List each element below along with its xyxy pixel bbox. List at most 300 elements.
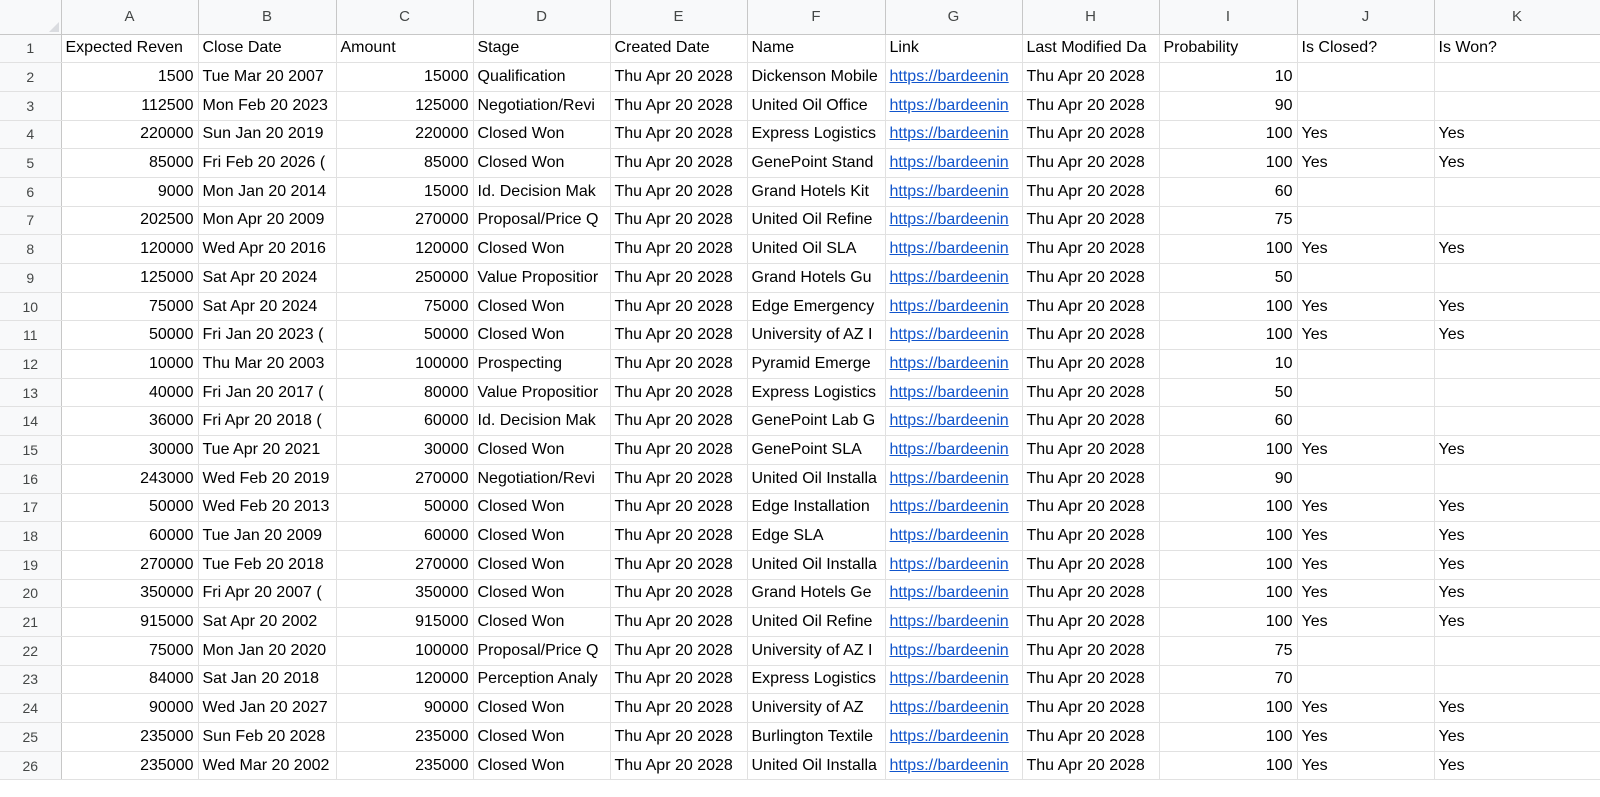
cell-f[interactable]: United Oil Installa bbox=[747, 550, 885, 579]
cell-i[interactable]: 100 bbox=[1159, 235, 1297, 264]
cell-e[interactable]: Thu Apr 20 2028 bbox=[610, 91, 747, 120]
cell-f[interactable]: United Oil Installa bbox=[747, 464, 885, 493]
link-cell[interactable]: https://bardeenin bbox=[885, 378, 1022, 407]
cell-h[interactable]: Thu Apr 20 2028 bbox=[1022, 636, 1159, 665]
cell-b[interactable]: Mon Apr 20 2009 bbox=[198, 206, 336, 235]
cell-d[interactable]: Closed Won bbox=[473, 550, 610, 579]
cell-a[interactable]: 30000 bbox=[61, 436, 198, 465]
cell-f[interactable]: United Oil Refine bbox=[747, 608, 885, 637]
cell-j[interactable] bbox=[1297, 206, 1434, 235]
cell-h[interactable]: Last Modified Da bbox=[1022, 34, 1159, 63]
cell-i[interactable]: 100 bbox=[1159, 608, 1297, 637]
cell-d[interactable]: Closed Won bbox=[473, 321, 610, 350]
cell-d[interactable]: Proposal/Price Q bbox=[473, 206, 610, 235]
cell-j[interactable]: Yes bbox=[1297, 235, 1434, 264]
cell-e[interactable]: Thu Apr 20 2028 bbox=[610, 665, 747, 694]
cell-h[interactable]: Thu Apr 20 2028 bbox=[1022, 149, 1159, 178]
column-header-b[interactable]: B bbox=[198, 0, 336, 34]
cell-a[interactable]: 350000 bbox=[61, 579, 198, 608]
cell-b[interactable]: Wed Feb 20 2019 bbox=[198, 464, 336, 493]
cell-b[interactable]: Sat Jan 20 2018 bbox=[198, 665, 336, 694]
row-header[interactable]: 24 bbox=[0, 694, 61, 723]
cell-c[interactable]: 100000 bbox=[336, 350, 473, 379]
cell-j[interactable]: Yes bbox=[1297, 120, 1434, 149]
cell-e[interactable]: Thu Apr 20 2028 bbox=[610, 407, 747, 436]
link-cell[interactable]: https://bardeenin bbox=[885, 321, 1022, 350]
row-header[interactable]: 10 bbox=[0, 292, 61, 321]
link-cell[interactable]: https://bardeenin bbox=[885, 723, 1022, 752]
cell-b[interactable]: Mon Feb 20 2023 bbox=[198, 91, 336, 120]
cell-a[interactable]: 1500 bbox=[61, 63, 198, 92]
cell-f[interactable]: United Oil Refine bbox=[747, 206, 885, 235]
cell-b[interactable]: Fri Jan 20 2023 ( bbox=[198, 321, 336, 350]
cell-b[interactable]: Tue Apr 20 2021 bbox=[198, 436, 336, 465]
cell-d[interactable]: Closed Won bbox=[473, 579, 610, 608]
cell-b[interactable]: Fri Feb 20 2026 ( bbox=[198, 149, 336, 178]
cell-j[interactable] bbox=[1297, 378, 1434, 407]
cell-c[interactable]: 270000 bbox=[336, 206, 473, 235]
cell-e[interactable]: Thu Apr 20 2028 bbox=[610, 723, 747, 752]
row-header[interactable]: 19 bbox=[0, 550, 61, 579]
cell-c[interactable]: 270000 bbox=[336, 550, 473, 579]
cell-d[interactable]: Closed Won bbox=[473, 694, 610, 723]
cell-c[interactable]: 220000 bbox=[336, 120, 473, 149]
cell-i[interactable]: 10 bbox=[1159, 63, 1297, 92]
link-cell[interactable]: https://bardeenin bbox=[885, 120, 1022, 149]
cell-c[interactable]: 50000 bbox=[336, 493, 473, 522]
cell-c[interactable]: 80000 bbox=[336, 378, 473, 407]
cell-a[interactable]: 125000 bbox=[61, 264, 198, 293]
cell-k[interactable]: Yes bbox=[1434, 120, 1600, 149]
cell-e[interactable]: Thu Apr 20 2028 bbox=[610, 694, 747, 723]
link-cell[interactable]: https://bardeenin bbox=[885, 149, 1022, 178]
cell-c[interactable]: 60000 bbox=[336, 522, 473, 551]
cell-j[interactable] bbox=[1297, 350, 1434, 379]
column-header-a[interactable]: A bbox=[61, 0, 198, 34]
cell-k[interactable]: Yes bbox=[1434, 522, 1600, 551]
cell-c[interactable]: 125000 bbox=[336, 91, 473, 120]
cell-j[interactable] bbox=[1297, 264, 1434, 293]
cell-k[interactable] bbox=[1434, 177, 1600, 206]
link-cell[interactable]: https://bardeenin bbox=[885, 694, 1022, 723]
cell-b[interactable]: Fri Apr 20 2007 ( bbox=[198, 579, 336, 608]
cell-c[interactable]: 350000 bbox=[336, 579, 473, 608]
cell-k[interactable]: Yes bbox=[1434, 292, 1600, 321]
cell-a[interactable]: 120000 bbox=[61, 235, 198, 264]
cell-d[interactable]: Closed Won bbox=[473, 292, 610, 321]
cell-h[interactable]: Thu Apr 20 2028 bbox=[1022, 464, 1159, 493]
column-header-i[interactable]: I bbox=[1159, 0, 1297, 34]
cell-i[interactable]: 60 bbox=[1159, 407, 1297, 436]
cell-f[interactable]: Grand Hotels Ge bbox=[747, 579, 885, 608]
cell-a[interactable]: 60000 bbox=[61, 522, 198, 551]
cell-b[interactable]: Wed Feb 20 2013 bbox=[198, 493, 336, 522]
link-cell[interactable]: https://bardeenin bbox=[885, 206, 1022, 235]
link-cell[interactable]: https://bardeenin bbox=[885, 665, 1022, 694]
cell-i[interactable]: 100 bbox=[1159, 694, 1297, 723]
column-header-c[interactable]: C bbox=[336, 0, 473, 34]
cell-i[interactable]: 100 bbox=[1159, 522, 1297, 551]
cell-b[interactable]: Sat Apr 20 2024 bbox=[198, 264, 336, 293]
cell-e[interactable]: Thu Apr 20 2028 bbox=[610, 120, 747, 149]
cell-k[interactable]: Yes bbox=[1434, 751, 1600, 780]
link-cell[interactable]: https://bardeenin bbox=[885, 751, 1022, 780]
cell-k[interactable]: Yes bbox=[1434, 436, 1600, 465]
cell-d[interactable]: Value Propositior bbox=[473, 264, 610, 293]
cell-f[interactable]: Burlington Textile bbox=[747, 723, 885, 752]
link-cell[interactable]: https://bardeenin bbox=[885, 292, 1022, 321]
cell-e[interactable]: Thu Apr 20 2028 bbox=[610, 550, 747, 579]
row-header[interactable]: 15 bbox=[0, 436, 61, 465]
cell-h[interactable]: Thu Apr 20 2028 bbox=[1022, 665, 1159, 694]
cell-h[interactable]: Thu Apr 20 2028 bbox=[1022, 608, 1159, 637]
cell-d[interactable]: Value Propositior bbox=[473, 378, 610, 407]
cell-e[interactable]: Thu Apr 20 2028 bbox=[610, 264, 747, 293]
cell-b[interactable]: Tue Jan 20 2009 bbox=[198, 522, 336, 551]
cell-f[interactable]: GenePoint Lab G bbox=[747, 407, 885, 436]
cell-k[interactable] bbox=[1434, 91, 1600, 120]
cell-h[interactable]: Thu Apr 20 2028 bbox=[1022, 292, 1159, 321]
cell-c[interactable]: 235000 bbox=[336, 751, 473, 780]
cell-j[interactable]: Yes bbox=[1297, 579, 1434, 608]
cell-f[interactable]: United Oil Installa bbox=[747, 751, 885, 780]
link-cell[interactable]: https://bardeenin bbox=[885, 436, 1022, 465]
row-header[interactable]: 17 bbox=[0, 493, 61, 522]
cell-i[interactable]: Probability bbox=[1159, 34, 1297, 63]
cell-c[interactable]: 90000 bbox=[336, 694, 473, 723]
column-header-g[interactable]: G bbox=[885, 0, 1022, 34]
cell-i[interactable]: 100 bbox=[1159, 436, 1297, 465]
cell-j[interactable]: Yes bbox=[1297, 321, 1434, 350]
cell-c[interactable]: 15000 bbox=[336, 63, 473, 92]
cell-h[interactable]: Thu Apr 20 2028 bbox=[1022, 378, 1159, 407]
row-header[interactable]: 9 bbox=[0, 264, 61, 293]
cell-d[interactable]: Closed Won bbox=[473, 493, 610, 522]
cell-e[interactable]: Thu Apr 20 2028 bbox=[610, 235, 747, 264]
cell-f[interactable]: Edge SLA bbox=[747, 522, 885, 551]
row-header[interactable]: 3 bbox=[0, 91, 61, 120]
cell-c[interactable]: 120000 bbox=[336, 235, 473, 264]
cell-k[interactable] bbox=[1434, 665, 1600, 694]
cell-d[interactable]: Proposal/Price Q bbox=[473, 636, 610, 665]
link-cell[interactable]: https://bardeenin bbox=[885, 579, 1022, 608]
link-cell[interactable]: https://bardeenin bbox=[885, 522, 1022, 551]
cell-i[interactable]: 60 bbox=[1159, 177, 1297, 206]
cell-h[interactable]: Thu Apr 20 2028 bbox=[1022, 407, 1159, 436]
cell-h[interactable]: Thu Apr 20 2028 bbox=[1022, 751, 1159, 780]
cell-e[interactable]: Thu Apr 20 2028 bbox=[610, 608, 747, 637]
column-header-d[interactable]: D bbox=[473, 0, 610, 34]
cell-e[interactable]: Thu Apr 20 2028 bbox=[610, 522, 747, 551]
cell-h[interactable]: Thu Apr 20 2028 bbox=[1022, 522, 1159, 551]
cell-k[interactable]: Yes bbox=[1434, 579, 1600, 608]
cell-d[interactable]: Closed Won bbox=[473, 120, 610, 149]
cell-e[interactable]: Thu Apr 20 2028 bbox=[610, 579, 747, 608]
cell-e[interactable]: Thu Apr 20 2028 bbox=[610, 378, 747, 407]
cell-i[interactable]: 75 bbox=[1159, 206, 1297, 235]
cell-a[interactable]: 270000 bbox=[61, 550, 198, 579]
cell-k[interactable] bbox=[1434, 350, 1600, 379]
cell-j[interactable]: Is Closed? bbox=[1297, 34, 1434, 63]
cell-b[interactable]: Sun Jan 20 2019 bbox=[198, 120, 336, 149]
cell-e[interactable]: Thu Apr 20 2028 bbox=[610, 149, 747, 178]
row-header[interactable]: 1 bbox=[0, 34, 61, 63]
row-header[interactable]: 23 bbox=[0, 665, 61, 694]
cell-f[interactable]: Grand Hotels Kit bbox=[747, 177, 885, 206]
cell-h[interactable]: Thu Apr 20 2028 bbox=[1022, 235, 1159, 264]
cell-c[interactable]: 235000 bbox=[336, 723, 473, 752]
cell-k[interactable] bbox=[1434, 636, 1600, 665]
cell-a[interactable]: 112500 bbox=[61, 91, 198, 120]
cell-d[interactable]: Closed Won bbox=[473, 751, 610, 780]
cell-b[interactable]: Sat Apr 20 2024 bbox=[198, 292, 336, 321]
row-header[interactable]: 6 bbox=[0, 177, 61, 206]
link-cell[interactable]: https://bardeenin bbox=[885, 550, 1022, 579]
row-header[interactable]: 26 bbox=[0, 751, 61, 780]
cell-e[interactable]: Thu Apr 20 2028 bbox=[610, 292, 747, 321]
cell-a[interactable]: 10000 bbox=[61, 350, 198, 379]
cell-k[interactable]: Yes bbox=[1434, 149, 1600, 178]
row-header[interactable]: 14 bbox=[0, 407, 61, 436]
cell-f[interactable]: Pyramid Emerge bbox=[747, 350, 885, 379]
cell-b[interactable]: Sun Feb 20 2028 bbox=[198, 723, 336, 752]
cell-c[interactable]: 120000 bbox=[336, 665, 473, 694]
cell-j[interactable] bbox=[1297, 63, 1434, 92]
cell-j[interactable] bbox=[1297, 407, 1434, 436]
cell-c[interactable]: Amount bbox=[336, 34, 473, 63]
cell-d[interactable]: Closed Won bbox=[473, 436, 610, 465]
cell-k[interactable] bbox=[1434, 206, 1600, 235]
column-header-h[interactable]: H bbox=[1022, 0, 1159, 34]
cell-f[interactable]: Dickenson Mobile bbox=[747, 63, 885, 92]
cell-b[interactable]: Wed Mar 20 2002 bbox=[198, 751, 336, 780]
column-header-j[interactable]: J bbox=[1297, 0, 1434, 34]
cell-a[interactable]: Expected Reven bbox=[61, 34, 198, 63]
cell-i[interactable]: 100 bbox=[1159, 120, 1297, 149]
cell-b[interactable]: Mon Jan 20 2014 bbox=[198, 177, 336, 206]
cell-d[interactable]: Id. Decision Mak bbox=[473, 407, 610, 436]
cell-k[interactable] bbox=[1434, 464, 1600, 493]
row-header[interactable]: 5 bbox=[0, 149, 61, 178]
cell-k[interactable] bbox=[1434, 264, 1600, 293]
cell-h[interactable]: Thu Apr 20 2028 bbox=[1022, 206, 1159, 235]
cell-f[interactable]: Grand Hotels Gu bbox=[747, 264, 885, 293]
cell-a[interactable]: 915000 bbox=[61, 608, 198, 637]
cell-c[interactable]: 60000 bbox=[336, 407, 473, 436]
cell-c[interactable]: 15000 bbox=[336, 177, 473, 206]
cell-d[interactable]: Id. Decision Mak bbox=[473, 177, 610, 206]
row-header[interactable]: 21 bbox=[0, 608, 61, 637]
cell-h[interactable]: Thu Apr 20 2028 bbox=[1022, 120, 1159, 149]
cell-d[interactable]: Negotiation/Revi bbox=[473, 91, 610, 120]
cell-a[interactable]: 235000 bbox=[61, 723, 198, 752]
cell-a[interactable]: 202500 bbox=[61, 206, 198, 235]
cell-f[interactable]: Edge Installation bbox=[747, 493, 885, 522]
cell-a[interactable]: 90000 bbox=[61, 694, 198, 723]
cell-k[interactable]: Yes bbox=[1434, 235, 1600, 264]
cell-k[interactable] bbox=[1434, 63, 1600, 92]
cell-j[interactable]: Yes bbox=[1297, 723, 1434, 752]
cell-a[interactable]: 75000 bbox=[61, 292, 198, 321]
cell-a[interactable]: 36000 bbox=[61, 407, 198, 436]
cell-h[interactable]: Thu Apr 20 2028 bbox=[1022, 264, 1159, 293]
cell-e[interactable]: Thu Apr 20 2028 bbox=[610, 436, 747, 465]
link-cell[interactable]: https://bardeenin bbox=[885, 608, 1022, 637]
cell-g[interactable]: Link bbox=[885, 34, 1022, 63]
cell-d[interactable]: Perception Analy bbox=[473, 665, 610, 694]
cell-f[interactable]: Express Logistics bbox=[747, 378, 885, 407]
cell-a[interactable]: 235000 bbox=[61, 751, 198, 780]
cell-d[interactable]: Closed Won bbox=[473, 723, 610, 752]
link-cell[interactable]: https://bardeenin bbox=[885, 177, 1022, 206]
cell-j[interactable]: Yes bbox=[1297, 550, 1434, 579]
cell-f[interactable]: University of AZ bbox=[747, 694, 885, 723]
link-cell[interactable]: https://bardeenin bbox=[885, 493, 1022, 522]
row-header[interactable]: 7 bbox=[0, 206, 61, 235]
cell-h[interactable]: Thu Apr 20 2028 bbox=[1022, 91, 1159, 120]
cell-b[interactable]: Wed Jan 20 2027 bbox=[198, 694, 336, 723]
cell-b[interactable]: Sat Apr 20 2002 bbox=[198, 608, 336, 637]
cell-d[interactable]: Stage bbox=[473, 34, 610, 63]
cell-k[interactable]: Yes bbox=[1434, 321, 1600, 350]
column-header-f[interactable]: F bbox=[747, 0, 885, 34]
cell-f[interactable]: GenePoint Stand bbox=[747, 149, 885, 178]
cell-j[interactable]: Yes bbox=[1297, 436, 1434, 465]
cell-h[interactable]: Thu Apr 20 2028 bbox=[1022, 723, 1159, 752]
cell-e[interactable]: Thu Apr 20 2028 bbox=[610, 751, 747, 780]
cell-c[interactable]: 85000 bbox=[336, 149, 473, 178]
cell-d[interactable]: Negotiation/Revi bbox=[473, 464, 610, 493]
cell-d[interactable]: Closed Won bbox=[473, 608, 610, 637]
row-header[interactable]: 13 bbox=[0, 378, 61, 407]
cell-a[interactable]: 75000 bbox=[61, 636, 198, 665]
cell-e[interactable]: Created Date bbox=[610, 34, 747, 63]
cell-c[interactable]: 75000 bbox=[336, 292, 473, 321]
cell-b[interactable]: Tue Feb 20 2018 bbox=[198, 550, 336, 579]
row-header[interactable]: 16 bbox=[0, 464, 61, 493]
cell-b[interactable]: Thu Mar 20 2003 bbox=[198, 350, 336, 379]
cell-c[interactable]: 100000 bbox=[336, 636, 473, 665]
cell-j[interactable]: Yes bbox=[1297, 608, 1434, 637]
row-header[interactable]: 18 bbox=[0, 522, 61, 551]
cell-j[interactable] bbox=[1297, 464, 1434, 493]
cell-j[interactable] bbox=[1297, 636, 1434, 665]
cell-i[interactable]: 100 bbox=[1159, 550, 1297, 579]
cell-i[interactable]: 100 bbox=[1159, 292, 1297, 321]
cell-h[interactable]: Thu Apr 20 2028 bbox=[1022, 321, 1159, 350]
cell-k[interactable]: Yes bbox=[1434, 550, 1600, 579]
cell-b[interactable]: Tue Mar 20 2007 bbox=[198, 63, 336, 92]
cell-j[interactable] bbox=[1297, 91, 1434, 120]
cell-i[interactable]: 50 bbox=[1159, 264, 1297, 293]
cell-j[interactable]: Yes bbox=[1297, 149, 1434, 178]
cell-k[interactable]: Yes bbox=[1434, 493, 1600, 522]
cell-c[interactable]: 250000 bbox=[336, 264, 473, 293]
cell-e[interactable]: Thu Apr 20 2028 bbox=[610, 321, 747, 350]
cell-a[interactable]: 50000 bbox=[61, 493, 198, 522]
cell-k[interactable] bbox=[1434, 378, 1600, 407]
cell-h[interactable]: Thu Apr 20 2028 bbox=[1022, 350, 1159, 379]
link-cell[interactable]: https://bardeenin bbox=[885, 264, 1022, 293]
row-header[interactable]: 20 bbox=[0, 579, 61, 608]
cell-c[interactable]: 270000 bbox=[336, 464, 473, 493]
link-cell[interactable]: https://bardeenin bbox=[885, 235, 1022, 264]
cell-h[interactable]: Thu Apr 20 2028 bbox=[1022, 436, 1159, 465]
cell-c[interactable]: 30000 bbox=[336, 436, 473, 465]
row-header[interactable]: 25 bbox=[0, 723, 61, 752]
cell-h[interactable]: Thu Apr 20 2028 bbox=[1022, 63, 1159, 92]
cell-f[interactable]: Express Logistics bbox=[747, 665, 885, 694]
cell-c[interactable]: 915000 bbox=[336, 608, 473, 637]
cell-a[interactable]: 84000 bbox=[61, 665, 198, 694]
cell-i[interactable]: 50 bbox=[1159, 378, 1297, 407]
link-cell[interactable]: https://bardeenin bbox=[885, 636, 1022, 665]
cell-k[interactable] bbox=[1434, 407, 1600, 436]
cell-b[interactable]: Fri Jan 20 2017 ( bbox=[198, 378, 336, 407]
row-header[interactable]: 4 bbox=[0, 120, 61, 149]
cell-e[interactable]: Thu Apr 20 2028 bbox=[610, 636, 747, 665]
cell-a[interactable]: 85000 bbox=[61, 149, 198, 178]
cell-e[interactable]: Thu Apr 20 2028 bbox=[610, 350, 747, 379]
cell-f[interactable]: Express Logistics bbox=[747, 120, 885, 149]
cell-e[interactable]: Thu Apr 20 2028 bbox=[610, 464, 747, 493]
cell-e[interactable]: Thu Apr 20 2028 bbox=[610, 206, 747, 235]
cell-j[interactable]: Yes bbox=[1297, 292, 1434, 321]
cell-f[interactable]: University of AZ I bbox=[747, 321, 885, 350]
row-header[interactable]: 22 bbox=[0, 636, 61, 665]
select-all-corner[interactable] bbox=[0, 0, 61, 34]
cell-d[interactable]: Closed Won bbox=[473, 149, 610, 178]
cell-h[interactable]: Thu Apr 20 2028 bbox=[1022, 694, 1159, 723]
column-header-e[interactable]: E bbox=[610, 0, 747, 34]
cell-i[interactable]: 70 bbox=[1159, 665, 1297, 694]
link-cell[interactable]: https://bardeenin bbox=[885, 63, 1022, 92]
cell-f[interactable]: GenePoint SLA bbox=[747, 436, 885, 465]
cell-i[interactable]: 100 bbox=[1159, 321, 1297, 350]
cell-e[interactable]: Thu Apr 20 2028 bbox=[610, 493, 747, 522]
cell-h[interactable]: Thu Apr 20 2028 bbox=[1022, 493, 1159, 522]
cell-b[interactable]: Fri Apr 20 2018 ( bbox=[198, 407, 336, 436]
cell-e[interactable]: Thu Apr 20 2028 bbox=[610, 63, 747, 92]
cell-a[interactable]: 40000 bbox=[61, 378, 198, 407]
cell-a[interactable]: 243000 bbox=[61, 464, 198, 493]
cell-i[interactable]: 10 bbox=[1159, 350, 1297, 379]
cell-d[interactable]: Qualification bbox=[473, 63, 610, 92]
cell-a[interactable]: 9000 bbox=[61, 177, 198, 206]
cell-i[interactable]: 100 bbox=[1159, 723, 1297, 752]
cell-k[interactable]: Yes bbox=[1434, 694, 1600, 723]
cell-i[interactable]: 100 bbox=[1159, 751, 1297, 780]
cell-h[interactable]: Thu Apr 20 2028 bbox=[1022, 550, 1159, 579]
cell-h[interactable]: Thu Apr 20 2028 bbox=[1022, 579, 1159, 608]
link-cell[interactable]: https://bardeenin bbox=[885, 350, 1022, 379]
cell-i[interactable]: 90 bbox=[1159, 464, 1297, 493]
cell-b[interactable]: Wed Apr 20 2016 bbox=[198, 235, 336, 264]
cell-j[interactable]: Yes bbox=[1297, 751, 1434, 780]
cell-k[interactable]: Is Won? bbox=[1434, 34, 1600, 63]
cell-i[interactable]: 90 bbox=[1159, 91, 1297, 120]
link-cell[interactable]: https://bardeenin bbox=[885, 464, 1022, 493]
cell-f[interactable]: Name bbox=[747, 34, 885, 63]
cell-a[interactable]: 50000 bbox=[61, 321, 198, 350]
cell-i[interactable]: 100 bbox=[1159, 149, 1297, 178]
row-header[interactable]: 8 bbox=[0, 235, 61, 264]
row-header[interactable]: 2 bbox=[0, 63, 61, 92]
cell-c[interactable]: 50000 bbox=[336, 321, 473, 350]
cell-f[interactable]: United Oil Office bbox=[747, 91, 885, 120]
cell-i[interactable]: 75 bbox=[1159, 636, 1297, 665]
cell-j[interactable]: Yes bbox=[1297, 694, 1434, 723]
